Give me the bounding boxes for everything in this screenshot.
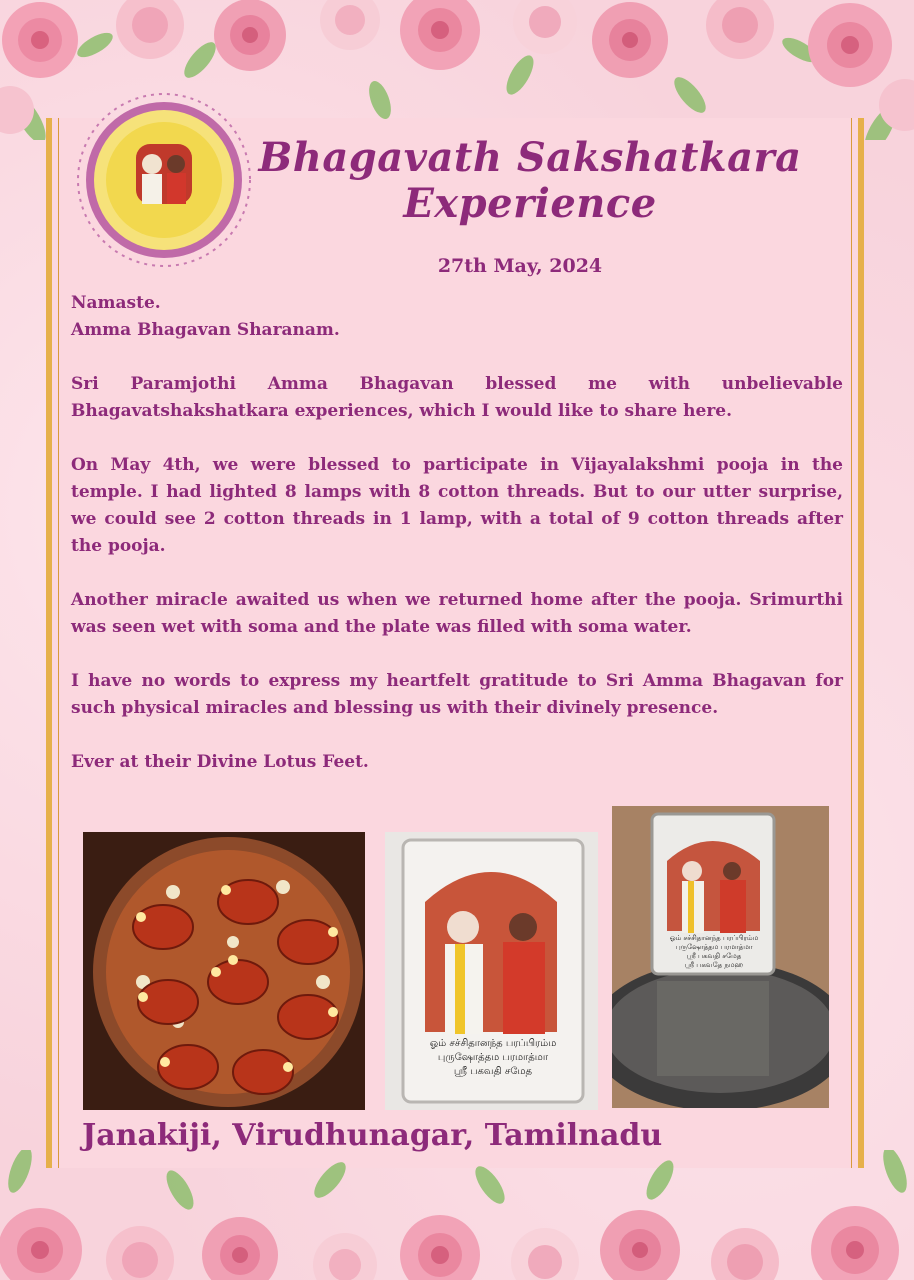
photo-srimurthi-frame — [385, 832, 598, 1110]
photo3-caption-1: ஓம் சச்சிதானந்த பரப்பிரம்ம — [669, 934, 759, 942]
closing-line: Ever at their Divine Lotus Feet. — [71, 752, 369, 772]
title-line-2: Experience — [403, 180, 657, 227]
paragraph-3: Another miracle awaited us when we returned home after the pooja. Srimurthi was seen wet with soma and the plate was filled with soma water. — [71, 590, 843, 637]
date-text: 27th May, 2024 — [437, 255, 603, 277]
paragraph-4: I have no words to express my heartfelt gratitude to Sri Amma Bhagavan for such physical miracles and blessing us with their divinely presence. — [71, 671, 843, 718]
paragraph-1: Sri Paramjothi Amma Bhagavan blessed me with unbelievable Bhagavatshakshatkara experiences, which I would like to share here. — [71, 374, 843, 421]
photo3-caption-2: புருஷோத்தம பரமாத்மா — [675, 943, 753, 951]
photo3-caption-4: ஸ்ரீ பகவதே நமஹ — [684, 961, 744, 969]
photo3-caption-3: ஸ்ரீ பகவதி சமேத — [686, 952, 742, 960]
greeting-line-2: Amma Bhagavan Sharanam. — [71, 320, 340, 340]
photo-srimurthi-plate — [612, 806, 829, 1108]
amma-bhagavan-logo — [76, 92, 252, 268]
photo-lamps — [83, 832, 365, 1110]
photo2-caption-3: ஸ்ரீ பகவதி சமேத — [453, 1066, 533, 1077]
paragraph-2: On May 4th, we were blessed to participate in Vijayalakshmi pooja in the temple. I had lighted 8 lamps with 8 cotton threads. But to our utter surprise, we could see 2 cotton threads in 1 lamp, with a total of 9 cotton threads after the pooja. — [71, 455, 843, 556]
greeting-line-1: Namaste. — [71, 293, 161, 313]
page-title — [250, 135, 810, 227]
floral-border-bottom — [0, 1150, 914, 1280]
photo2-caption-1: ஓம் சச்சிதானந்த பரப்பிரம்ம — [429, 1038, 557, 1049]
photo2-caption-2: புருஷோத்தம பரமாத்மா — [437, 1052, 549, 1063]
signature-line: Janakiji, Virudhunagar, Tamilnadu — [82, 1118, 663, 1153]
letter-body — [71, 290, 843, 803]
title-line-1: Bhagavath Sakshatkara — [258, 134, 802, 181]
